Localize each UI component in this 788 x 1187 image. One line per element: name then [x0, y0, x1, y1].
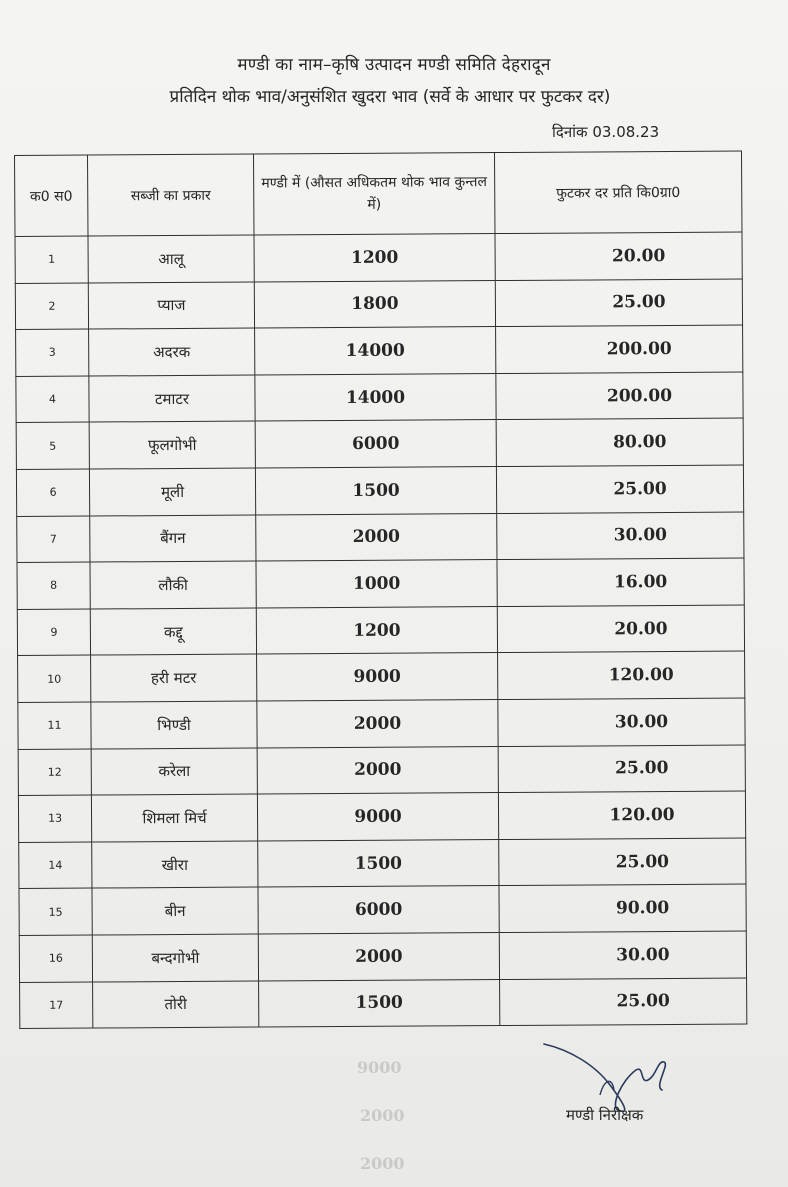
table-row — [17, 558, 744, 609]
vegetable-rates-table — [14, 151, 747, 1030]
table-row — [15, 279, 742, 330]
retail-rate-cell: 120.00 — [498, 651, 745, 699]
column-header-retail: फुटकर दर प्रति कि0ग्रा0 — [494, 151, 741, 234]
table-header-row — [15, 151, 742, 236]
serial-number-cell: 1 — [15, 236, 88, 283]
serial-number-cell: 7 — [17, 516, 90, 563]
wholesale-rate-cell: 1500 — [259, 979, 500, 1027]
vegetable-name-cell: मूली — [89, 468, 255, 516]
retail-rate-cell: 200.00 — [496, 325, 743, 373]
wholesale-rate-cell: 2000 — [257, 746, 498, 794]
table-row — [16, 465, 743, 516]
table-row — [18, 791, 745, 842]
serial-number-cell: 13 — [18, 795, 91, 842]
wholesale-rate-cell: 9000 — [257, 653, 498, 701]
wholesale-rate-cell: 1500 — [258, 839, 499, 887]
vegetable-name-cell: फूलगोभी — [89, 421, 255, 469]
table-row — [16, 372, 743, 423]
table-row — [16, 325, 743, 376]
vegetable-name-cell: करेला — [91, 748, 257, 796]
serial-number-cell: 4 — [16, 376, 89, 423]
retail-rate-cell: 30.00 — [499, 931, 746, 979]
retail-rate-cell: 120.00 — [498, 791, 745, 839]
retail-rate-cell: 20.00 — [495, 232, 742, 280]
wholesale-rate-cell: 1200 — [254, 234, 495, 282]
table-row — [16, 418, 743, 469]
show-through-text: 2000 — [360, 1154, 405, 1173]
table-row — [19, 838, 746, 889]
vegetable-name-cell: बीन — [92, 887, 258, 935]
table-row — [18, 745, 745, 796]
document-date: दिनांक 03.08.23 — [552, 123, 660, 141]
table-row — [18, 698, 745, 749]
wholesale-rate-cell: 6000 — [255, 420, 496, 468]
retail-rate-cell: 16.00 — [497, 558, 744, 606]
vegetable-name-cell: प्याज — [88, 282, 254, 330]
show-through-text: 2000 — [360, 1106, 405, 1125]
vegetable-name-cell: बन्दगोभी — [92, 934, 258, 982]
vegetable-name-cell: हरी मटर — [91, 654, 257, 702]
wholesale-rate-cell: 1800 — [254, 280, 495, 328]
vegetable-name-cell: लौकी — [90, 561, 256, 609]
market-name-heading: मण्डी का नाम–कृषि उत्पादन मण्डी समिति देहरादून — [237, 55, 551, 75]
vegetable-name-cell: टमाटर — [89, 375, 255, 423]
wholesale-rate-cell: 2000 — [258, 932, 499, 980]
vegetable-name-cell: कद्दू — [90, 608, 256, 656]
vegetable-name-cell: बैंगन — [90, 515, 256, 563]
vegetable-name-cell: भिण्डी — [91, 701, 257, 749]
wholesale-rate-cell: 1500 — [255, 467, 496, 515]
show-through-text: 9000 — [357, 1058, 402, 1077]
wholesale-rate-cell: 9000 — [257, 793, 498, 841]
retail-rate-cell: 25.00 — [495, 279, 742, 327]
table-row — [17, 512, 744, 563]
table-row — [15, 232, 742, 283]
serial-number-cell: 10 — [18, 655, 91, 702]
wholesale-rate-cell: 2000 — [257, 699, 498, 747]
serial-number-cell: 15 — [19, 888, 92, 935]
serial-number-cell: 8 — [17, 562, 90, 609]
retail-rate-cell: 30.00 — [498, 698, 745, 746]
retail-rate-cell: 200.00 — [496, 372, 743, 420]
wholesale-rate-cell: 2000 — [256, 513, 497, 561]
wholesale-rate-cell: 14000 — [255, 327, 496, 375]
vegetable-name-cell: अदरक — [89, 328, 255, 376]
retail-rate-cell: 25.00 — [498, 745, 745, 793]
table-row — [17, 605, 744, 656]
column-header-vegetable: सब्जी का प्रकार — [88, 154, 254, 236]
column-header-wholesale: मण्डी में (औसत अधिकतम थोक भाव कुन्तल में) — [253, 153, 494, 235]
vegetable-name-cell: खीरा — [92, 841, 258, 889]
retail-rate-cell: 80.00 — [496, 418, 743, 466]
table-row — [18, 651, 745, 702]
wholesale-rate-cell: 1200 — [256, 606, 497, 654]
column-header-serial: क0 स0 — [15, 155, 88, 236]
serial-number-cell: 11 — [18, 702, 91, 749]
table-row — [19, 931, 746, 982]
retail-rate-cell: 30.00 — [497, 512, 744, 560]
serial-number-cell: 2 — [15, 283, 88, 330]
retail-rate-cell: 25.00 — [496, 465, 743, 513]
wholesale-rate-cell: 14000 — [255, 373, 496, 421]
serial-number-cell: 6 — [16, 469, 89, 516]
wholesale-rate-cell: 1000 — [256, 560, 497, 608]
officer-designation: मण्डी निरीक्षक — [566, 1106, 644, 1124]
table-body — [15, 232, 747, 1029]
serial-number-cell: 14 — [19, 842, 92, 889]
table-row — [20, 978, 747, 1029]
serial-number-cell: 16 — [19, 935, 92, 982]
table-row — [19, 884, 746, 935]
serial-number-cell: 3 — [16, 329, 89, 376]
retail-rate-cell: 25.00 — [499, 838, 746, 886]
retail-rate-cell: 25.00 — [500, 978, 747, 1026]
wholesale-rate-cell: 6000 — [258, 886, 499, 934]
rate-type-heading: प्रतिदिन थोक भाव/अनुसंशित खुदरा भाव (सर्वे के आधार पर फुटकर दर) — [169, 87, 611, 107]
serial-number-cell: 5 — [16, 422, 89, 469]
serial-number-cell: 12 — [18, 749, 91, 796]
retail-rate-cell: 90.00 — [499, 884, 746, 932]
retail-rate-cell: 20.00 — [497, 605, 744, 653]
vegetable-name-cell: शिमला मिर्च — [91, 794, 257, 842]
serial-number-cell: 9 — [17, 609, 90, 656]
serial-number-cell: 17 — [20, 982, 93, 1029]
vegetable-name-cell: आलू — [88, 235, 254, 283]
vegetable-name-cell: तोरी — [93, 981, 259, 1029]
